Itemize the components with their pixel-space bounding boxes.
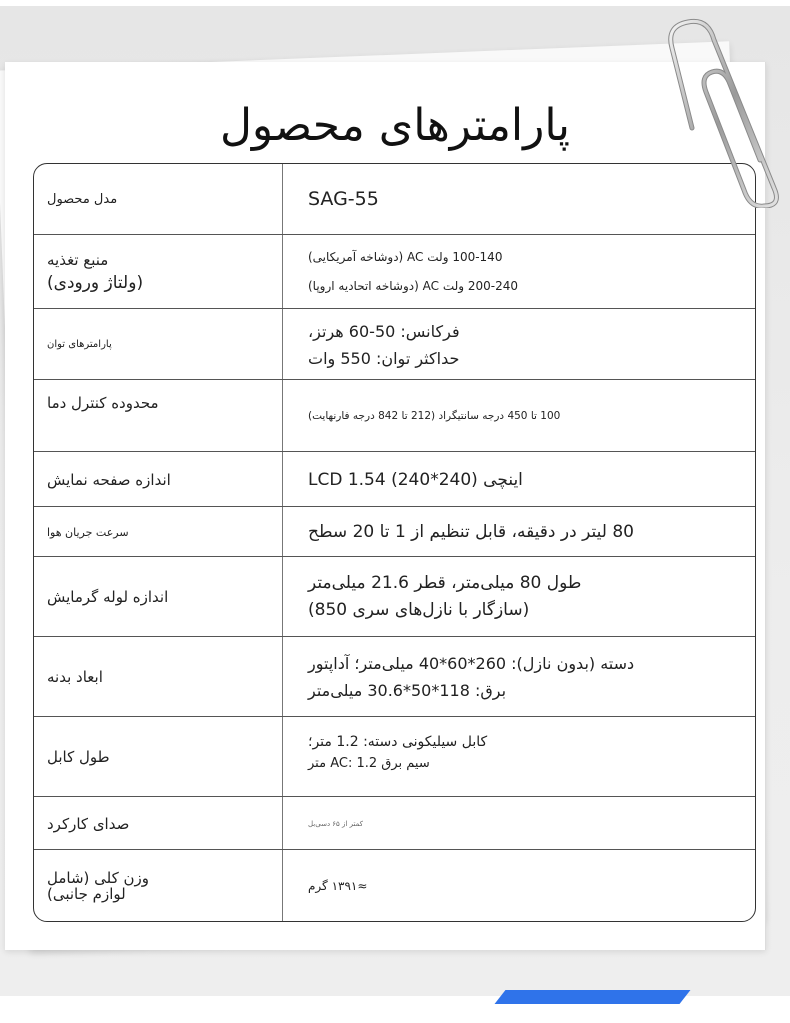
table-row: [34, 451, 755, 507]
row-label: [34, 637, 283, 717]
row-value: [283, 717, 755, 797]
label-text: طول کابل: [47, 748, 110, 766]
row-label: [34, 380, 283, 452]
value-text: سیم برق AC: 1.2 متر: [308, 756, 430, 771]
value-text: 100-140 ولت AC (دوشاخه آمریکایی): [308, 250, 503, 264]
value-text: ≈۱۳۹۱ گرم: [308, 879, 368, 893]
value-text: طول 80 میلی‌متر، قطر 21.6 میلی‌متر: [308, 573, 582, 593]
table-row: [34, 506, 755, 557]
row-label: [34, 235, 283, 309]
spec-table: [33, 163, 756, 922]
row-value: [283, 452, 755, 507]
value-text: دسته (بدون نازل): 260*60*40 میلی‌متر؛ آداپتور: [308, 654, 635, 673]
table-row: [34, 716, 755, 797]
value-text: کمتر از ۶۵ دسی‌بل: [308, 819, 363, 828]
row-label: [34, 797, 283, 850]
paperclip-icon: [664, 18, 790, 208]
label-text: ابعاد بدنه: [47, 668, 103, 686]
value-text: 200-240 ولت AC (دوشاخه اتحادیه اروپا): [308, 279, 519, 293]
row-value: [283, 235, 755, 309]
row-label: [34, 717, 283, 797]
row-value: [283, 637, 755, 717]
label-text: وزن کلی (شامل: [47, 869, 150, 887]
table-row: [34, 849, 755, 922]
value-text: 80 لیتر در دقیقه، قابل تنظیم از 1 تا 20 سطح: [308, 522, 634, 542]
value-text: برق: 118*50*30.6 میلی‌متر: [308, 681, 507, 700]
row-value: [283, 557, 755, 637]
label-text: لوازم جانبی): [47, 885, 126, 903]
table-row: [34, 308, 755, 380]
value-text: کابل سیلیکونی دسته: 1.2 متر؛: [308, 734, 488, 750]
page-title: پارامترهای محصول: [219, 100, 571, 151]
table-row: [34, 796, 755, 850]
value-text: فرکانس: 50-60 هرتز،: [308, 321, 460, 341]
label-text: (ولتاژ ورودی): [47, 273, 144, 293]
row-value: [283, 309, 755, 380]
label-text: مدل محصول: [47, 191, 118, 207]
row-label: [34, 309, 283, 380]
value-text: SAG-55: [308, 188, 379, 210]
value-text: حداکثر توان: 550 وات: [308, 348, 460, 368]
table-row: [34, 234, 755, 309]
label-text: منبع تغذیه: [47, 251, 109, 269]
label-text: پارامترهای توان: [47, 339, 112, 350]
row-value: [283, 797, 755, 850]
value-text: (سازگار با نازل‌های سری 850): [308, 600, 530, 620]
row-value: [283, 380, 755, 452]
row-label: [34, 850, 283, 922]
table-row: [34, 164, 755, 234]
row-value: [283, 507, 755, 557]
row-label: [34, 557, 283, 637]
value-text: LCD 1.54 اینچی (240*240): [308, 469, 523, 490]
table-row: [34, 379, 755, 452]
table-row: [34, 556, 755, 637]
table-row: [34, 636, 755, 717]
label-text: سرعت جریان هوا: [47, 525, 129, 539]
row-label: [34, 507, 283, 557]
row-label: [34, 452, 283, 507]
row-value: [283, 850, 755, 922]
label-text: صدای کارکرد: [47, 814, 130, 833]
row-label: [34, 164, 283, 234]
label-text: اندازه لوله گرمایش: [47, 588, 169, 606]
label-text: محدوده کنترل دما: [47, 394, 159, 412]
accent-bar: [495, 990, 691, 1004]
value-text: 100 تا 450 درجه سانتیگراد (212 تا 842 درجه فارنهایت): [308, 410, 561, 422]
label-text: اندازه صفحه نمایش: [47, 470, 171, 489]
